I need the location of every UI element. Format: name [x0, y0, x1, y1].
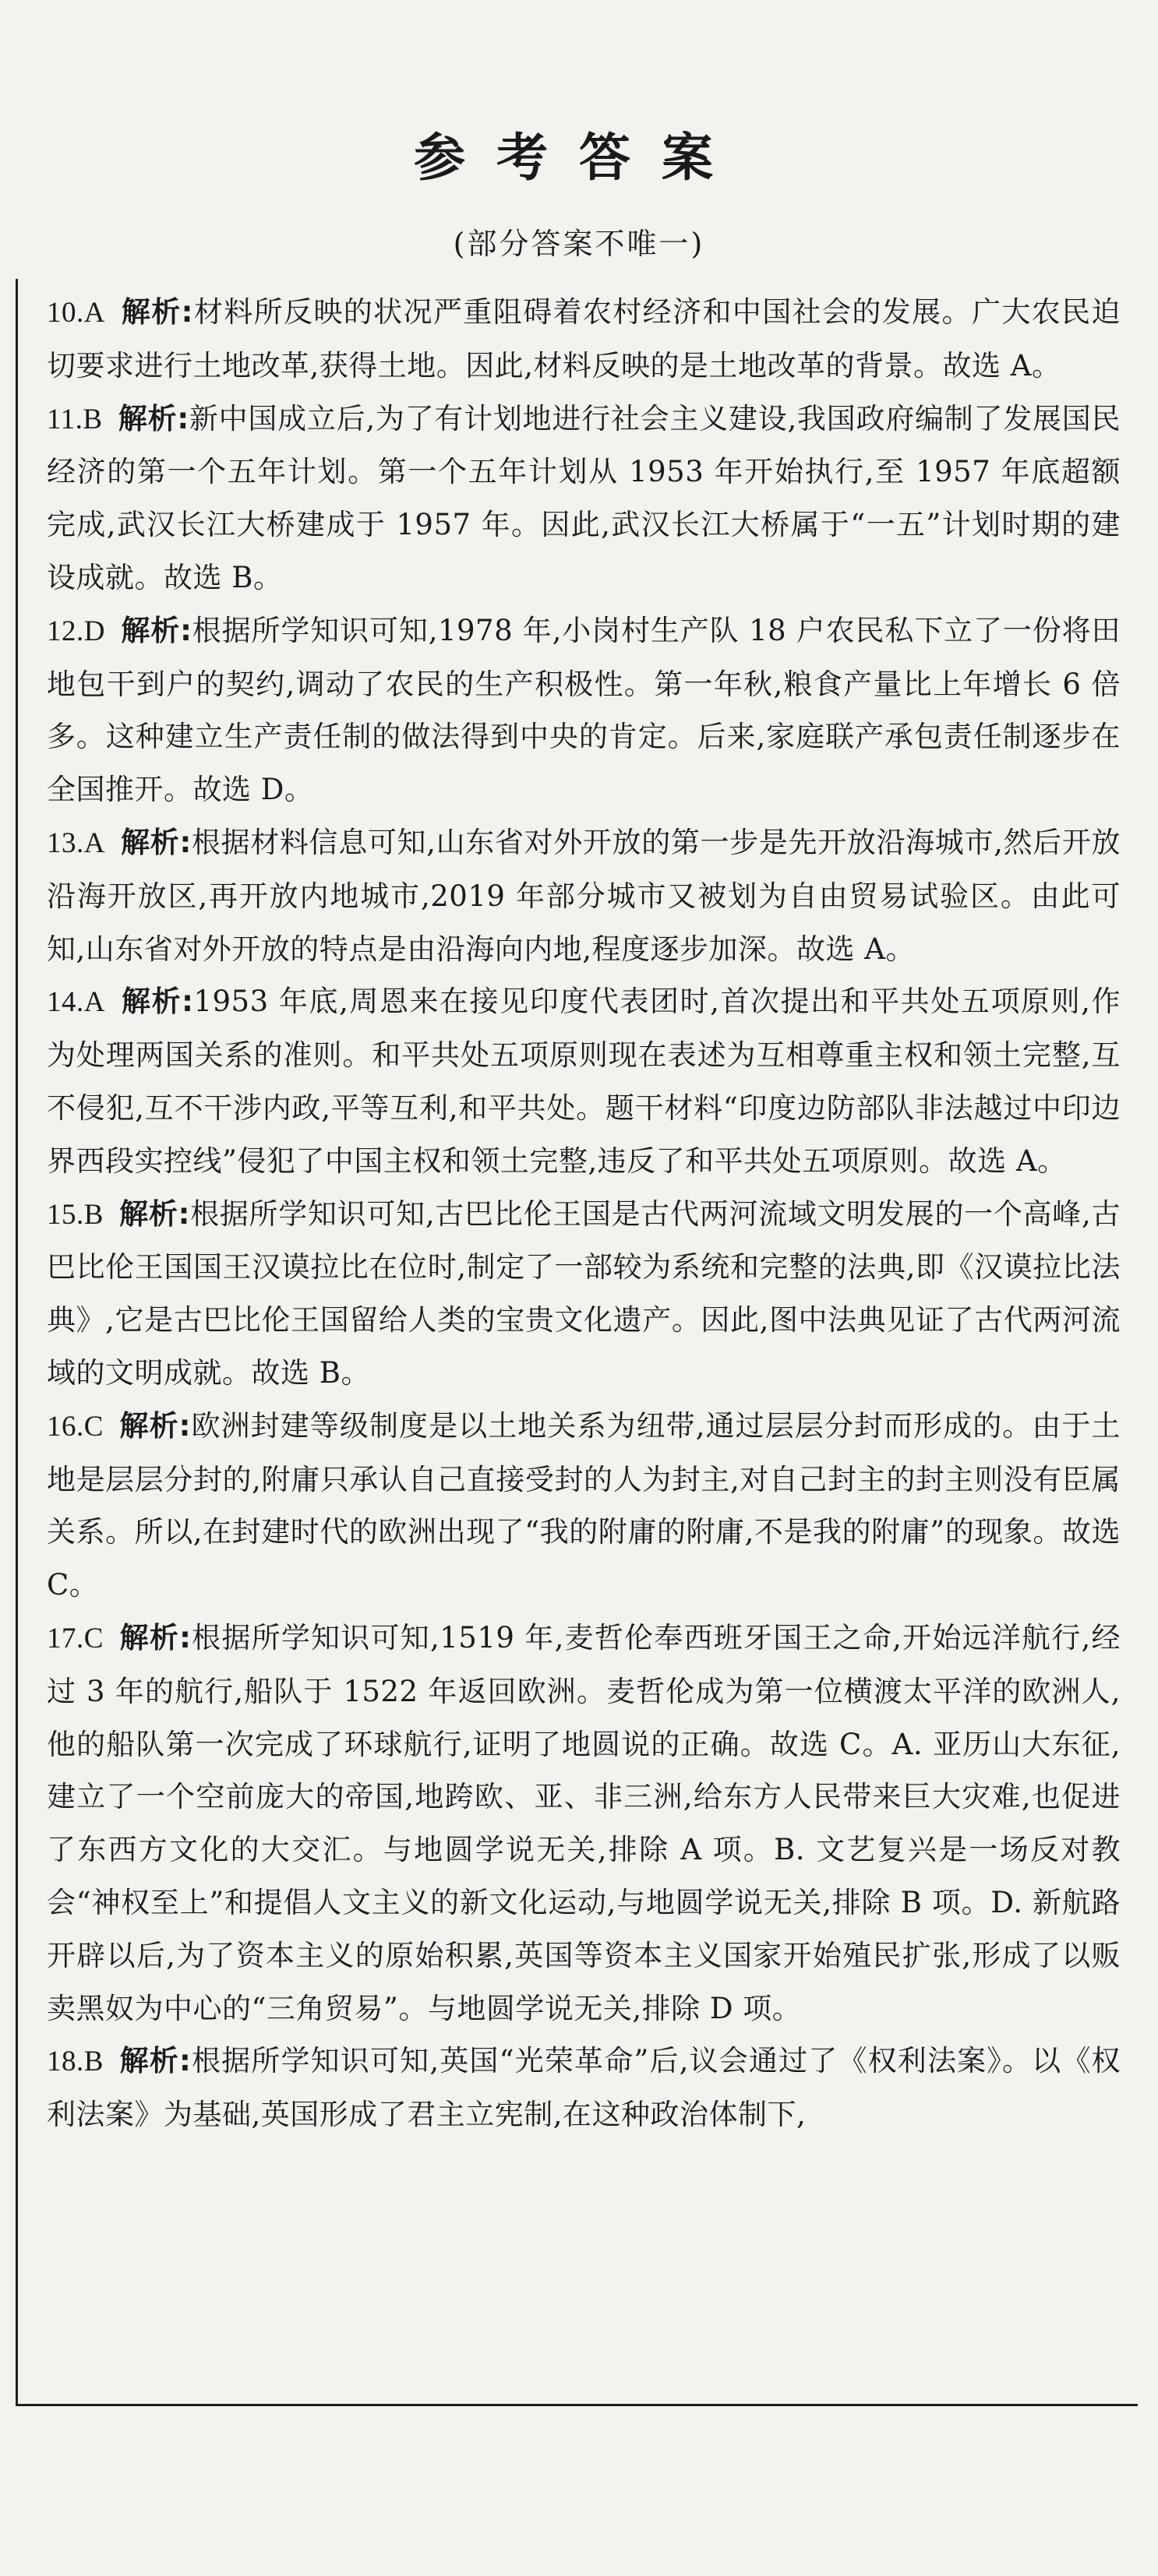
answer-text: 根据所学知识可知,古巴比伦王国是古代两河流域文明发展的一个高峰,古巴比伦王国国王汉谟拉比在位时,制定了一部较为系统和完整的法典,即《汉谟拉比法典》,它是古巴比伦王国留给人类的宝贵文化遗产。因此,图中法典见证了古代两河流域的文明成就。故选 B。 [47, 1196, 1121, 1390]
answer-text: 材料所反映的状况严重阻碍着农村经济和中国社会的发展。广大农民迫切要求进行土地改革,获得土地。因此,材料反映的是土地改革的背景。故选 A。 [47, 295, 1121, 382]
answer-entry-14 [47, 975, 1121, 1187]
bottom-border-line [16, 2404, 1138, 2406]
answer-entry-11 [47, 393, 1121, 604]
analysis-label: 解析: [118, 1408, 191, 1443]
analysis-label: 解析: [118, 1196, 190, 1231]
answer-entry-12 [47, 604, 1121, 816]
answer-number: 13.A [47, 826, 105, 859]
answer-text: 根据所学知识可知,1519 年,麦哲伦奉西班牙国王之命,开始远洋航行,经过 3 年的航行,船队于 1522 年返回欧洲。麦哲伦成为第一位横渡太平洋的欧洲人,他的船队第一次完成了环球航行,证明了地圆说的正确。故选 C。A. 亚历山大东征,建立了一个空前庞大的帝国,地跨欧、亚、非三洲,给东方人民带来巨大灾难,也促进了东西方文化的大交汇。与地圆学说无关,排除 A 项。B. 文艺复兴是一场反对教会“神权至上”和提倡人文主义的新文化运动,与地圆学说无关,排除 B 项。D. 新航路开辟以后,为了资本主义的原始积累,英国等资本主义国家开始殖民扩张,形成了以贩卖黑奴为中心的“三角贸易”。与地圆学说无关,排除 D 项。 [47, 1620, 1121, 2025]
answer-text: 欧洲封建等级制度是以土地关系为纽带,通过层层分封而形成的。由于土地是层层分封的,附庸只承认自己直接受封的人为封主,对自己封主的封主则没有臣属关系。所以,在封建时代的欧洲出现了“我的附庸的附庸,不是我的附庸”的现象。故选 C。 [47, 1408, 1121, 1602]
answer-entry-10 [47, 286, 1121, 393]
answer-entry-13 [47, 816, 1121, 975]
answer-number: 11.B [47, 403, 103, 435]
answer-entry-18 [47, 2035, 1121, 2141]
analysis-label: 解析: [118, 2044, 192, 2078]
answer-number: 14.A [47, 986, 105, 1019]
answer-number: 10.A [47, 297, 105, 329]
analysis-label: 解析: [118, 401, 189, 435]
answer-entry-16 [47, 1400, 1121, 1612]
answer-list [47, 286, 1121, 2141]
left-border-line [16, 279, 18, 2405]
page-title: 参考答案 [414, 128, 744, 188]
answer-text: 新中国成立后,为了有计划地进行社会主义建设,我国政府编制了发展国民经济的第一个五年计划。第一个五年计划从 1953 年开始执行,至 1957 年底超额完成,武汉长江大桥建成于 1957 年。因此,武汉长江大桥属于“一五”计划时期的建设成就。故选 B。 [47, 401, 1121, 594]
answer-text: 根据所学知识可知,英国“光荣革命”后,议会通过了《权利法案》。以《权利法案》为基础,英国形成了君主立宪制,在这种政治体制下, [47, 2044, 1121, 2132]
answer-number: 16.C [47, 1410, 104, 1443]
answer-number: 18.B [47, 2046, 104, 2078]
analysis-label: 解析: [120, 295, 193, 329]
page-subtitle: (部分答案不唯一) [453, 227, 705, 261]
answer-entry-15 [47, 1188, 1121, 1400]
answer-text: 1953 年底,周恩来在接见印度代表团时,首次提出和平共处五项原则,作为处理两国关系的准则。和平共处五项原则现在表述为互相尊重主权和领土完整,互不侵犯,互不干涉内政,平等互利,和平共处。题干材料“印度边防部队非法越过中印边界西段实控线”侵犯了中国主权和领土完整,违反了和平共处五项原则。故选 A。 [47, 985, 1121, 1178]
answer-number: 17.C [47, 1622, 104, 1654]
answer-entry-17 [47, 1612, 1121, 2035]
analysis-label: 解析: [120, 613, 192, 647]
answer-text: 根据材料信息可知,山东省对外开放的第一步是先开放沿海城市,然后开放沿海开放区,再开放内地城市,2019 年部分城市又被划为自由贸易试验区。由此可知,山东省对外开放的特点是由沿海向内地,程度逐步加深。故选 A。 [47, 825, 1121, 966]
answer-text: 根据所学知识可知,1978 年,小岗村生产队 18 户农民私下立了一份将田地包干到户的契约,调动了农民的生产积极性。第一年秋,粮食产量比上年增长 6 倍多。这种建立生产责任制的做法得到中央的肯定。后来,家庭联产承包责任制逐步在全国推开。故选 D。 [47, 613, 1121, 807]
answer-number: 15.B [47, 1198, 104, 1231]
analysis-label: 解析: [118, 1620, 192, 1654]
analysis-label: 解析: [120, 825, 192, 859]
analysis-label: 解析: [120, 985, 194, 1019]
answer-number: 12.D [47, 615, 105, 647]
